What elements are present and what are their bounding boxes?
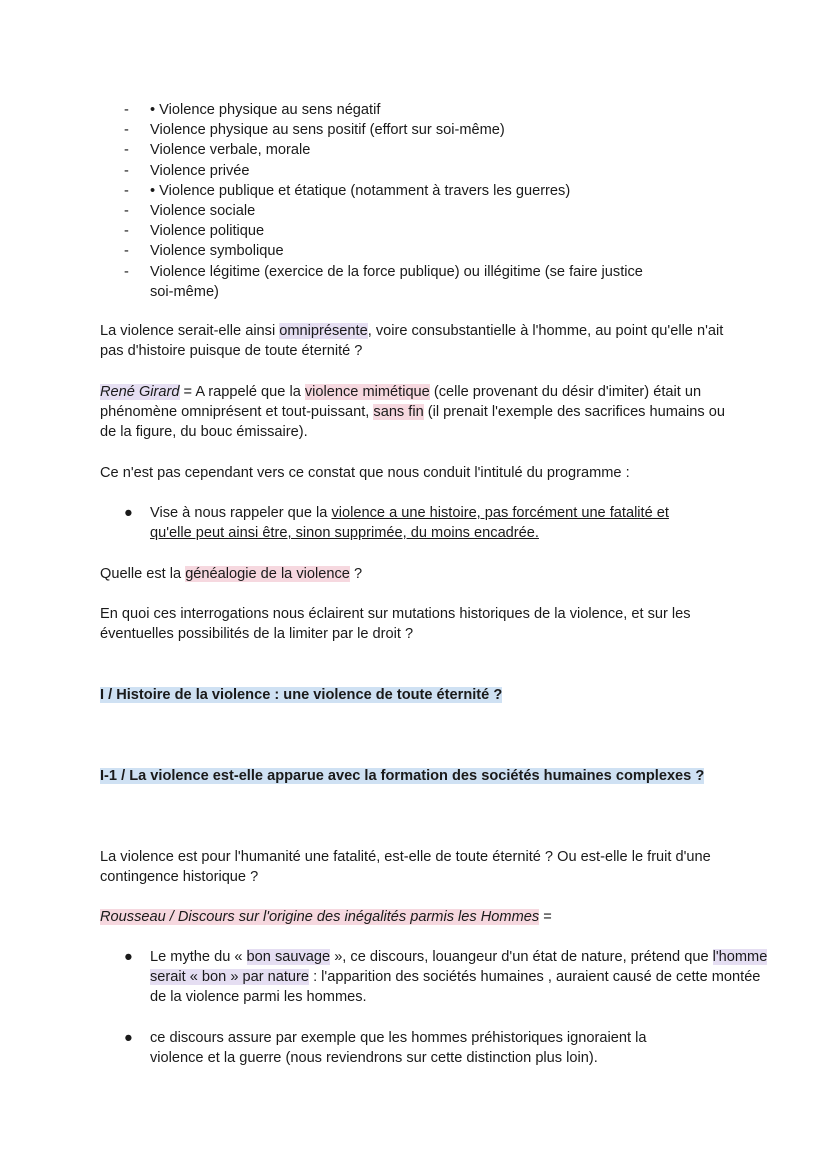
list-item: ● Vise à nous rappeler que la violence a une histoire, pas forcément une fatalité et qu'elle peut ainsi être, sinon supprimée, du moins encadrée. <box>124 505 669 542</box>
dash-marker: - <box>124 182 129 199</box>
paragraph-girard: René Girard = A rappelé que la violence mimétique (celle provenant du désir d'imiter) était un phénomène omniprésent et tout-puissant, sans fin (il prenait l'exemple des sacrifices humains ou de la figure, du bouc émissaire). <box>100 384 725 441</box>
paragraph-constat: Ce n'est pas cependant vers ce constat que nous conduit l'intitulé du programme : <box>100 465 630 481</box>
list-item: - Violence légitime (exercice de la force publique) ou illégitime (se faire justice soi-même) <box>124 263 643 300</box>
dash-marker: - <box>124 142 129 159</box>
section-heading-1-1: I-1 / La violence est-elle apparue avec la formation des sociétés humaines complexes ? <box>100 768 705 784</box>
author-reference: René Girard <box>100 384 180 400</box>
list-item: - • Violence publique et étatique (notamment à travers les guerres) <box>100 181 730 201</box>
violence-types-list <box>100 100 730 302</box>
list-item: - Violence privée <box>100 161 730 181</box>
list-item: - Violence symbolique <box>100 241 730 261</box>
dash-marker: - <box>124 122 129 139</box>
list-item: ● ce discours assure par exemple que les hommes préhistoriques ignoraient la violence et la guerre (nous reviendrons sur cette distinction plus loin). <box>124 1029 647 1066</box>
list-item: - • Violence physique au sens négatif <box>100 100 730 120</box>
list-item: - Violence verbale, morale <box>100 140 730 160</box>
dash-marker: - <box>124 203 129 220</box>
highlight: bon sauvage <box>246 949 331 965</box>
highlight: omniprésente <box>279 323 368 339</box>
dash-marker: - <box>124 102 129 118</box>
highlight: généalogie de la violence <box>185 566 350 582</box>
bullet-list-rousseau <box>100 947 768 1068</box>
list-item: ● Le mythe du « bon sauvage », ce discours, louangeur d'un état de nature, prétend que l'homme serait « bon » par nature : l'apparition des sociétés humaines , auraient causé de cette montée de la violence parmi les hommes. <box>124 949 768 1006</box>
paragraph-omnipresence: La violence serait-elle ainsi omniprésente, voire consubstantielle à l'homme, au point qu'elle n'ait pas d'histoire puisque de toute éternité ? <box>100 323 724 360</box>
underlined-text: violence a une histoire, pas forcément une fatalité et qu'elle peut ainsi être, sinon supprimée, du moins encadrée. <box>150 505 669 542</box>
dash-marker: - <box>124 162 129 179</box>
bullet-list-vise <box>100 503 730 543</box>
dash-marker: - <box>124 223 129 240</box>
bullet-marker: ● <box>124 505 133 521</box>
highlight: violence mimétique <box>304 384 430 400</box>
bullet-marker: ● <box>124 949 133 965</box>
paragraph-fatalite: La violence est pour l'humanité une fatalité, est-elle de toute éternité ? Ou est-elle le fruit d'une contingence historique ? <box>100 849 711 886</box>
author-reference: Rousseau / Discours sur l'origine des inégalités parmis les Hommes <box>100 909 540 925</box>
paragraph-genealogie: Quelle est la généalogie de la violence ? <box>100 566 363 582</box>
paragraph-rousseau: Rousseau / Discours sur l'origine des inégalités parmis les Hommes = <box>100 909 552 925</box>
highlight: sans fin <box>373 404 424 421</box>
list-item: - Violence physique au sens positif (effort sur soi-même) <box>100 120 730 140</box>
list-item: - Violence sociale <box>100 201 730 221</box>
dash-marker: - <box>124 263 129 280</box>
paragraph-interrogations: En quoi ces interrogations nous éclairent sur mutations historiques de la violence, et sur les éventuelles possibilités de la limiter par le droit ? <box>100 606 691 643</box>
bullet-marker: ● <box>124 1029 133 1046</box>
section-heading-1: I / Histoire de la violence : une violence de toute éternité ? <box>100 687 503 703</box>
list-item: - Violence politique <box>100 221 730 241</box>
highlight: l'homme serait « bon » par nature <box>150 949 768 986</box>
dash-marker: - <box>124 243 129 260</box>
